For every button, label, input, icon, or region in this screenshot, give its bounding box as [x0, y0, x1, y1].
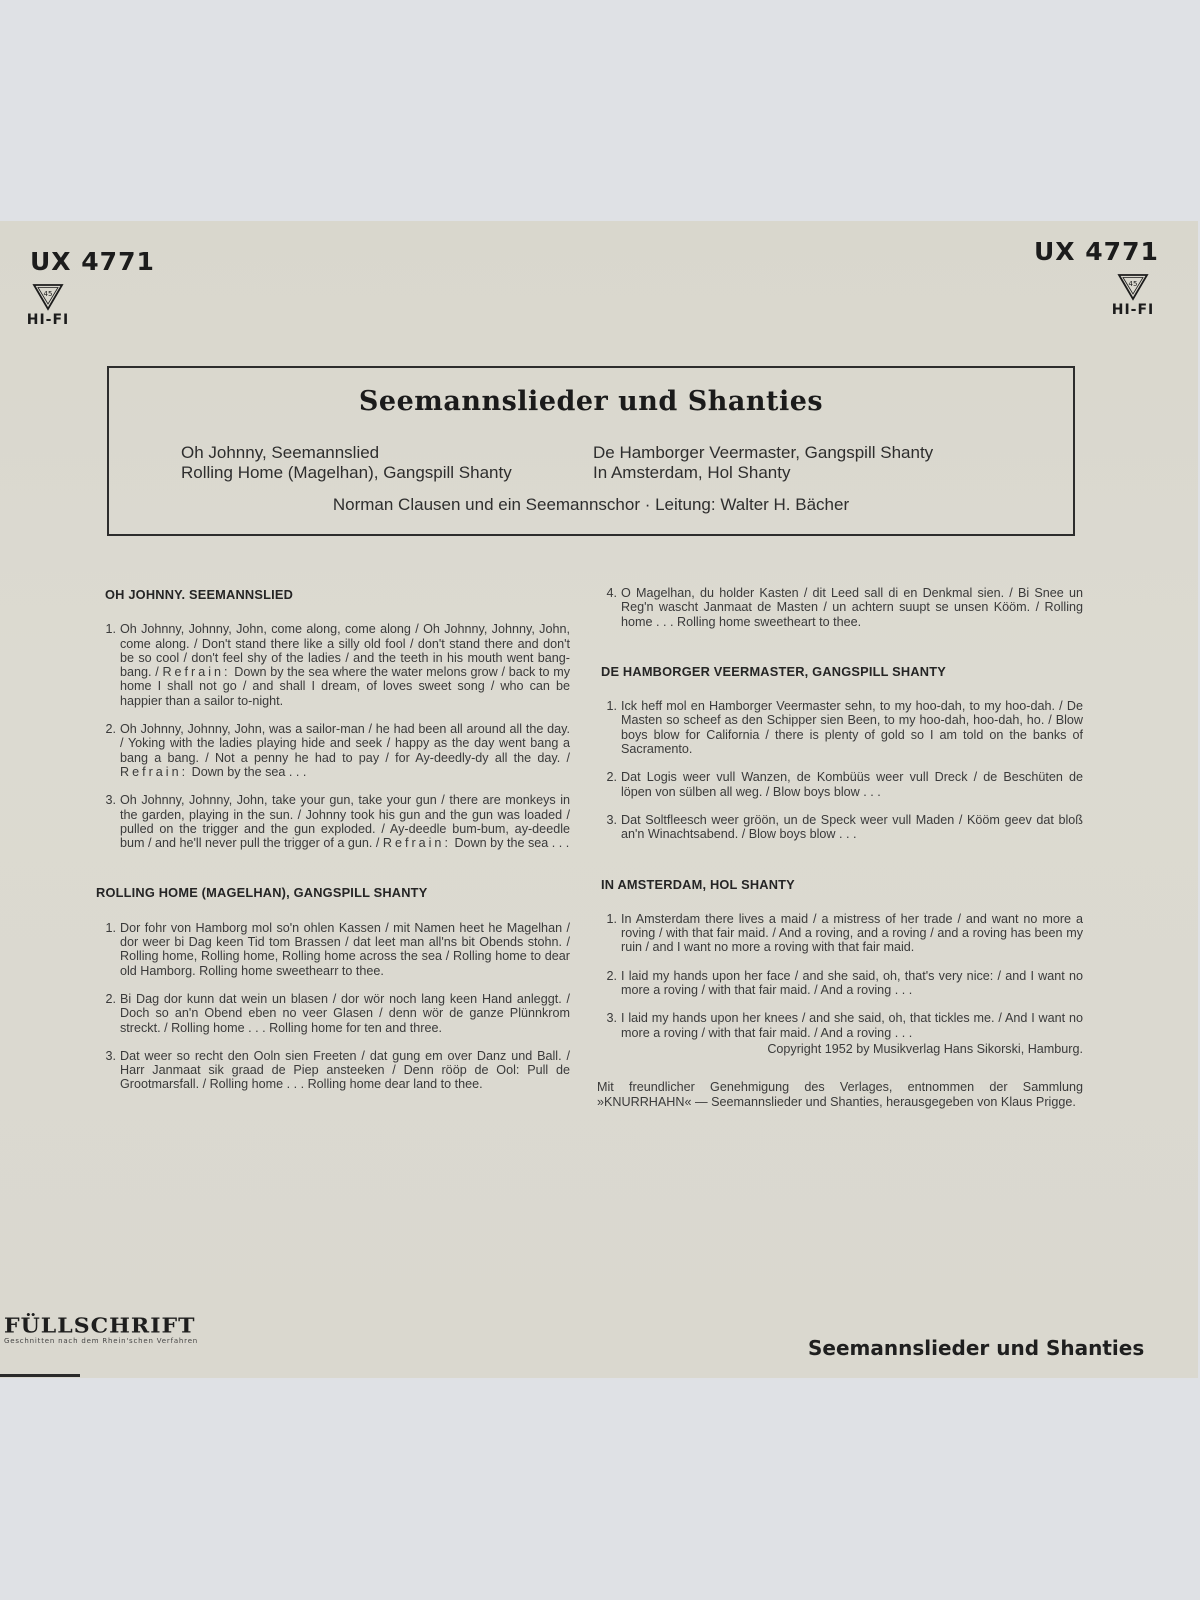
song-heading: DE HAMBORGER VEERMASTER, GANGSPILL SHANTY — [601, 663, 946, 679]
rpm-45-triangle-icon — [1117, 273, 1149, 301]
verse — [597, 586, 1083, 629]
title-box — [107, 366, 1075, 536]
track-title: Rolling Home (Magelhan), Gangspill Shanty — [181, 463, 512, 482]
hifi-label-right: HI-FI — [1111, 302, 1155, 318]
verse — [597, 770, 1083, 799]
refrain-label: Refrain: — [162, 665, 231, 680]
verse-number: 3. — [105, 793, 116, 808]
song-heading: OH JOHNNY. SEEMANNSLIED — [105, 587, 294, 602]
verse-number: 2. — [105, 991, 116, 1006]
logo-brand: FÜLLSCHRIFT — [4, 1313, 196, 1339]
track-title: Oh Johnny, Seemannslied — [181, 443, 380, 462]
verse — [96, 1049, 570, 1092]
verse-number: 1. — [105, 920, 116, 935]
verse — [96, 992, 570, 1035]
song-heading: IN AMSTERDAM, HOL SHANTY — [601, 876, 795, 892]
album-title: Seemannslieder und Shanties — [358, 386, 824, 417]
track-list-col2 — [593, 443, 933, 483]
verse-text: Oh Johnny, Johnny, John, was a sailor-man / he had been all around all the day. / Yoking with the ladies playing hide and seek / happy as the day went bang a bang a bang. / Not a penny he had to pay / for Ay-deedly-dy all the day. / Refrain: Down by the sea . . . — [120, 722, 570, 779]
verse-text: Dat Logis weer vull Wanzen, de Kombüüs weer vull Dreck / de Beschüten de löpen von sülben all weg. / Blow boys blow . . . — [621, 770, 1083, 799]
verse-number: 3. — [606, 1011, 617, 1026]
verse — [96, 793, 570, 850]
verse-number: 3. — [606, 812, 617, 827]
verse-number: 3. — [105, 1048, 116, 1063]
verse-text: Oh Johnny, Johnny, John, take your gun, take your gun / there are monkeys in the garden, playing in the sun. / Johnny took his gun and the gun was loaded / pulled on the trigger and the gun exploded. / Ay-deedle bum-bum, ay-deedle bum / and he'll never pull the trigger of a gun. / Refrain: Down by the sea . . . — [120, 793, 570, 851]
verse-text: Dor fohr von Hamborg mol so'n ohlen Kassen / mit Namen heet he Magelhan / dor weer bi Dag keen Tid tom Brassen / dat leet man all'ns bit Obends stohn. / Rolling home, Rolling home, Rolling home across the sea / Rolling home to dear old Hamborg. Rolling home sweethearr to thee. — [120, 920, 570, 978]
verse-text: Ick heff mol en Hamborger Veermaster sehn, to my hoo-dah, to my hoo-dah. / De Masten so scheef as den Schipper sien Been, to my hoo-dah, hoo-dah, ho. / Blow boys blow for California / there is plenty of gold so I am told on the banks of Sacramento. — [621, 699, 1083, 757]
verse-number: 1. — [606, 911, 617, 926]
refrain-label: Refrain: — [382, 836, 451, 851]
verse-number: 2. — [105, 722, 116, 737]
verse-text: I laid my hands upon her knees / and she said, oh, that tickles me. / And I want no more a roving / with that fair maid. / And a roving . . . — [621, 1011, 1083, 1040]
hifi-label-left: HI-FI — [26, 312, 70, 328]
record-sleeve-back — [0, 221, 1198, 1378]
verse-number: 1. — [105, 622, 116, 637]
fuellschrift-logo — [4, 1313, 198, 1345]
verse — [96, 722, 570, 779]
catalog-number-left: UX 4771 — [30, 247, 155, 276]
svg-text:45: 45 — [1128, 280, 1138, 288]
verse — [597, 1011, 1083, 1040]
verse-text: Dat weer so recht den Ooln sien Freeten / dat gung em over Danz und Ball. / Harr Janmaat sik graad de Piep ansteeken / Denn rööp de Ool: Pull de Grootmarsfall. / Rolling home . . . Rolling home dear land to thee. — [120, 1048, 570, 1092]
verse — [597, 813, 1083, 842]
verse-number: 2. — [606, 968, 617, 983]
verse — [597, 969, 1083, 998]
song-heading: ROLLING HOME (MAGELHAN), GANGSPILL SHANTY — [96, 885, 428, 901]
verse — [597, 699, 1083, 756]
copyright-notice: Copyright 1952 by Musikverlag Hans Sikorski, Hamburg. — [767, 1041, 1083, 1056]
performer-credits: Norman Clausen und ein Seemannschor · Leitung: Walter H. Bächer — [332, 495, 850, 514]
rpm-45-triangle-icon — [32, 283, 64, 311]
svg-text:45: 45 — [43, 290, 53, 298]
verse-text: In Amsterdam there lives a maid / a mistress of her trade / and want no more a roving / with that fair maid. / And a roving, and a roving / and a roving has been my ruin / and I want no more a roving with that fair maid. — [621, 911, 1083, 955]
track-title: In Amsterdam, Hol Shanty — [593, 463, 791, 482]
refrain-label: Refrain: — [120, 764, 189, 779]
verse-text: Dat Soltfleesch weer gröön, un de Speck weer vull Maden / Kööm geev dat bloß an'n Winachtsabend. / Blow boys blow . . . — [621, 812, 1083, 842]
verse — [96, 921, 570, 978]
permission-note: Mit freundlicher Genehmigung des Verlages, entnommen der Sammlung »KNURRHAHN« — Seemannslieder und Shanties, herausgegeben von Klaus Prigge. — [597, 1080, 1083, 1109]
verse-text: Oh Johnny, Johnny, John, come along, come along / Oh Johnny, Johnny, John, come along. / Don't stand there like a silly old fool / don't stand there and don't be so cool / don't feel shy of the ladies / and the teeth in his mouth went bang-bang. / Refrain: Down by the sea where the water melons grow / back to my home I shall not go / and shall I dream, of loves sweet song / who can be happier than a sailor to-night. — [120, 622, 571, 708]
speed-hifi-badge-left — [18, 283, 78, 328]
verse — [597, 912, 1083, 955]
track-title: De Hamborger Veermaster, Gangspill Shanty — [593, 443, 934, 462]
speed-hifi-badge-right — [1103, 273, 1163, 318]
track-list-col1 — [181, 443, 512, 483]
verse-number: 1. — [606, 699, 617, 714]
verse-number: 4. — [606, 586, 617, 600]
logo-tagline: Geschnitten nach dem Rhein'schen Verfahren — [4, 1337, 199, 1345]
bottom-edge-mark — [0, 1374, 80, 1377]
verse — [96, 622, 570, 708]
verse-text: Bi Dag dor kunn dat wein un blasen / dor wör noch lang keen Hand anleggt. / Doch so an'n Obend eben no veer Glasen / denn wör de ganze Plünnkrom streckt. / Rolling home . . . Rolling home for ten and three. — [120, 991, 570, 1035]
verse-text: O Magelhan, du holder Kasten / dit Leed sall di en Denkmal sien. / Bi Snee un Reg'n wascht Janmaat de Masten / un achtern suupt se unsen Kööm. / Rolling home . . . Rolling home sweetheart to thee. — [621, 586, 1083, 629]
verse-text: I laid my hands upon her face / and she said, oh, that's very nice: / and I want no more a roving / with that fair maid. / And a roving . . . — [621, 968, 1083, 998]
lyrics-column-right — [597, 586, 1083, 1109]
lyrics-column-left — [96, 588, 570, 1106]
catalog-number-right: UX 4771 — [1034, 237, 1159, 266]
verse-number: 2. — [606, 770, 617, 785]
bottom-album-title: Seemannslieder und Shanties — [808, 1336, 1145, 1360]
